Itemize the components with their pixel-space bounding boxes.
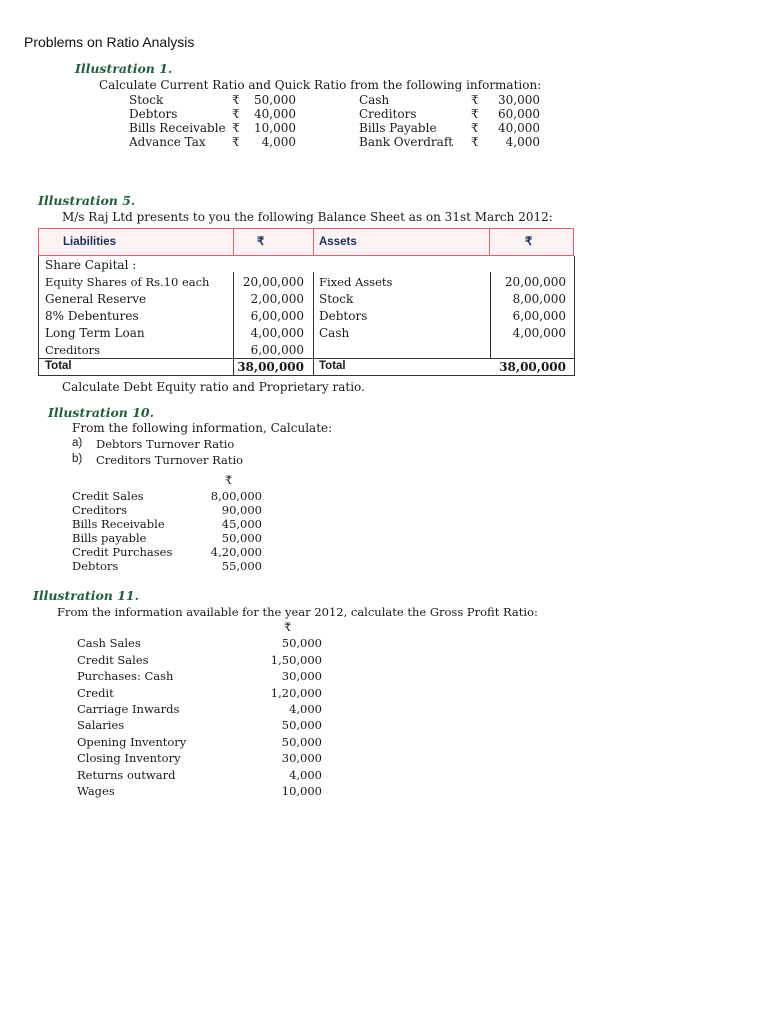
ill1-right-label: Creditors <box>359 107 417 121</box>
list-item-value: 8,00,000 <box>210 489 262 503</box>
liabilities-currency-header: ₹ <box>257 236 265 248</box>
illustration-10-heading: Illustration 10. <box>48 405 154 420</box>
ill1-left-value: 40,000 <box>254 107 296 121</box>
list-item-value: 1,50,000 <box>270 653 322 667</box>
ill1-left-label: Advance Tax <box>129 135 206 149</box>
list-item-label: Closing Inventory <box>77 751 181 765</box>
list-item-value: 50,000 <box>281 636 322 650</box>
illustration-11-intro: From the information available for the year 2012, calculate the Gross Profit Ratio: <box>57 605 538 619</box>
list-item-value: 90,000 <box>221 503 262 517</box>
ill1-left-label: Bills Receivable <box>129 121 226 135</box>
list-item-value: 4,000 <box>289 702 322 716</box>
list-item-value: 50,000 <box>281 735 322 749</box>
ill1-right-label: Bills Payable <box>359 121 437 135</box>
list-item-label: Opening Inventory <box>77 735 187 749</box>
ill1-left-value: 50,000 <box>254 93 296 107</box>
liability-amount: 2,00,000 <box>250 292 304 306</box>
ill1-left-label: Stock <box>129 93 164 107</box>
list-item-label: Salaries <box>77 718 125 732</box>
asset-amount: 6,00,000 <box>512 309 566 323</box>
ill1-right-value: 40,000 <box>498 121 540 135</box>
ill1-right-currency: ₹ <box>471 107 479 121</box>
list-item-value: 4,20,000 <box>210 545 262 559</box>
part-text: Creditors Turnover Ratio <box>96 453 244 467</box>
illustration-1-intro: Calculate Current Ratio and Quick Ratio from the following information: <box>99 78 542 92</box>
ill1-left-currency: ₹ <box>232 107 240 121</box>
ill1-right-value: 4,000 <box>505 135 540 149</box>
asset-label: Stock <box>319 292 354 306</box>
list-item-value: 50,000 <box>281 718 322 732</box>
ill1-right-value: 60,000 <box>498 107 540 121</box>
part-mark: b) <box>72 453 83 465</box>
asset-amount: 4,00,000 <box>512 326 566 340</box>
list-item-label: Credit Purchases <box>72 545 173 559</box>
list-item-value: 10,000 <box>281 784 322 798</box>
ill1-left-value: 10,000 <box>254 121 296 135</box>
asset-amount: 8,00,000 <box>512 292 566 306</box>
liability-amount: 4,00,000 <box>250 326 304 340</box>
liability-label: Equity Shares of Rs.10 each <box>45 275 210 289</box>
list-item-label: Wages <box>77 784 115 798</box>
liability-label: General Reserve <box>45 292 147 306</box>
asset-label: Debtors <box>319 309 368 323</box>
asset-label: Cash <box>319 326 350 340</box>
illustration-11-heading: Illustration 11. <box>33 588 139 603</box>
ill1-right-currency: ₹ <box>471 93 479 107</box>
total-label: Total <box>319 360 346 372</box>
ill1-left-label: Debtors <box>129 107 178 121</box>
list-item-value: 55,000 <box>221 559 262 573</box>
list-item-value: 1,20,000 <box>270 686 322 700</box>
ill1-right-currency: ₹ <box>471 135 479 149</box>
list-item-value: 30,000 <box>281 751 322 765</box>
illustration-1-heading: Illustration 1. <box>75 61 173 76</box>
part-text: Debtors Turnover Ratio <box>96 437 235 451</box>
liability-label: 8% Debentures <box>45 309 139 323</box>
liability-label: Creditors <box>45 343 101 357</box>
list-item-value: 30,000 <box>281 669 322 683</box>
asset-label: Fixed Assets <box>319 275 393 289</box>
illustration-5-question: Calculate Debt Equity ratio and Proprietary ratio. <box>62 380 365 394</box>
list-item-value: 50,000 <box>221 531 262 545</box>
ill1-left-currency: ₹ <box>232 121 240 135</box>
page-title: Problems on Ratio Analysis <box>24 34 195 50</box>
share-capital-label: Share Capital : <box>45 258 137 272</box>
currency-symbol: ₹ <box>284 620 292 634</box>
ill1-left-currency: ₹ <box>232 135 240 149</box>
assets-header: Assets <box>319 236 357 248</box>
list-item-label: Credit Sales <box>77 653 149 667</box>
illustration-10-intro: From the following information, Calculate: <box>72 421 333 435</box>
ill1-right-currency: ₹ <box>471 121 479 135</box>
list-item-label: Cash Sales <box>77 636 141 650</box>
illustration-5-heading: Illustration 5. <box>38 193 136 208</box>
liability-amount: 20,00,000 <box>242 275 304 289</box>
ill1-left-value: 4,000 <box>261 135 296 149</box>
liabilities-header: Liabilities <box>63 236 117 248</box>
list-item-label: Bills Receivable <box>72 517 165 531</box>
list-item-label: Credit <box>77 686 114 700</box>
currency-symbol: ₹ <box>225 473 233 487</box>
liability-amount: 6,00,000 <box>250 343 304 357</box>
total-assets: 38,00,000 <box>499 360 566 374</box>
list-item-value: 45,000 <box>221 517 262 531</box>
total-label: Total <box>45 360 72 372</box>
balance-sheet-header <box>38 228 574 256</box>
part-mark: a) <box>72 437 83 449</box>
list-item-label: Purchases: Cash <box>77 669 174 683</box>
list-item-label: Debtors <box>72 559 119 573</box>
liability-amount: 6,00,000 <box>250 309 304 323</box>
assets-currency-header: ₹ <box>525 236 533 248</box>
list-item-label: Returns outward <box>77 768 176 782</box>
list-item-label: Bills payable <box>72 531 147 545</box>
list-item-label: Carriage Inwards <box>77 702 180 716</box>
ill1-left-currency: ₹ <box>232 93 240 107</box>
total-liabilities: 38,00,000 <box>237 360 304 374</box>
ill1-right-value: 30,000 <box>498 93 540 107</box>
list-item-label: Credit Sales <box>72 489 144 503</box>
list-item-label: Creditors <box>72 503 128 517</box>
liability-label: Long Term Loan <box>45 326 145 340</box>
ill1-right-label: Bank Overdraft <box>359 135 454 149</box>
asset-amount: 20,00,000 <box>504 275 566 289</box>
illustration-5-intro: M/s Raj Ltd presents to you the following Balance Sheet as on 31st March 2012: <box>62 210 553 224</box>
list-item-value: 4,000 <box>289 768 322 782</box>
ill1-right-label: Cash <box>359 93 390 107</box>
